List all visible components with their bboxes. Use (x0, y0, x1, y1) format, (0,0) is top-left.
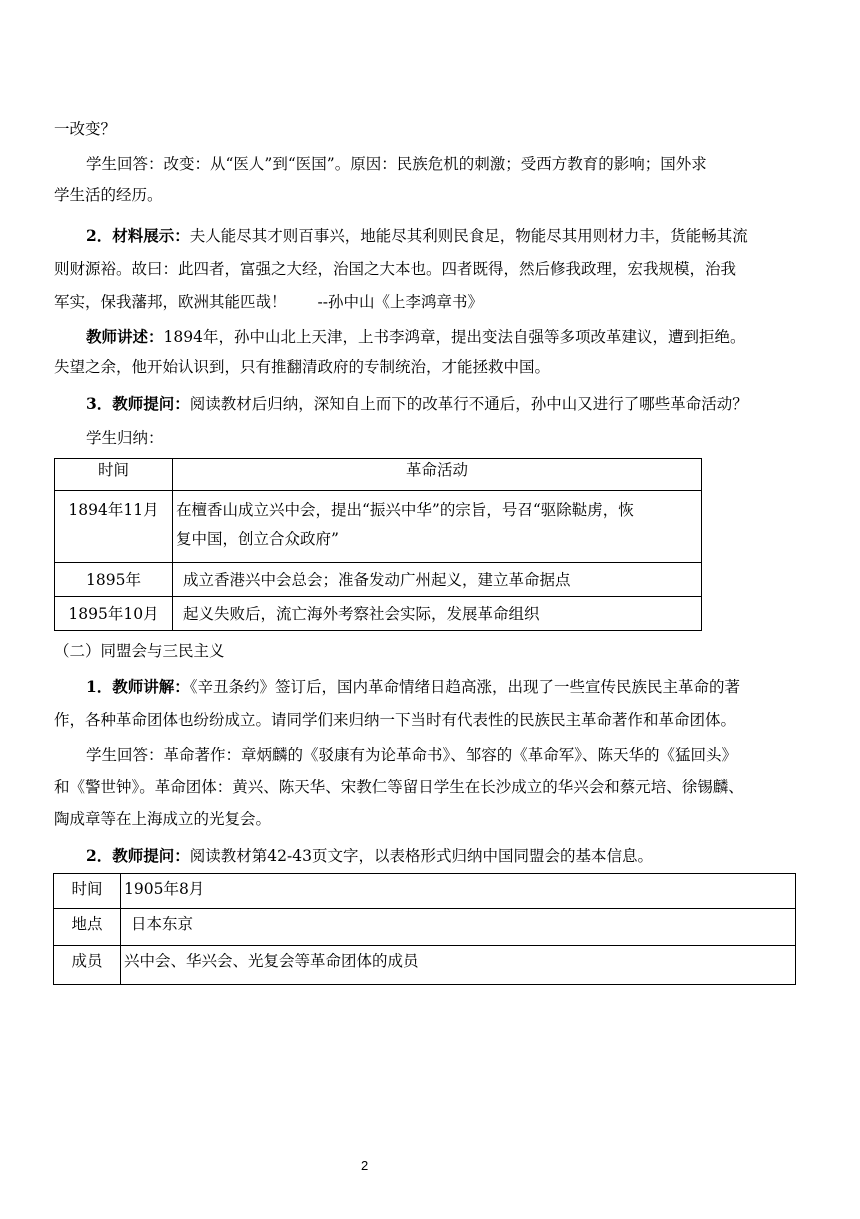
material-display-label: 2．材料展示： (86, 226, 190, 245)
page-number: 2 (361, 1158, 369, 1173)
cell-value: 1905年8月 (121, 874, 796, 909)
material-text: 夫人能尽其才则百事兴，地能尽其利则民食足，物能尽其用则材力丰，货能畅其流 (189, 227, 748, 245)
material-display-paragraph (54, 225, 806, 247)
cell-time: 1895年 (55, 563, 173, 597)
teacher-narration-text: 1894年，孙中山北上天津，上书李鸿章，提出变法自强等多项改革建议，遭到拒绝。 (163, 328, 746, 346)
teacher-lecture-line: 作，各种革命团体也纷纷成立。请同学们来归纳一下当时有代表性的民族民主革命著作和革命团体。 (54, 711, 737, 729)
cell-value: 日本东京 (121, 909, 796, 946)
cell-time: 1895年10月 (55, 597, 173, 631)
student-answer-line: 和《警世钟》。革命团体：黄兴、陈天华、宋教仁等留日学生在长沙成立的华兴会和蔡元培、徐锡麟、 (54, 778, 744, 796)
tongmenghui-info-table (53, 873, 796, 985)
header-cell-activity: 革命活动 (173, 459, 702, 491)
revolution-activities-table (54, 458, 702, 631)
student-answer-line: 学生回答：改变：从“医人”到“医国”。原因：民族危机的刺激；受西方教育的影响；国外求 (86, 155, 707, 173)
cell-activity (173, 491, 702, 563)
teacher-lecture-text: 《辛丑条约》签订后，国内革命情绪日趋高涨，出现了一些宣传民族民主革命的著 (189, 678, 741, 696)
teacher-question-paragraph (54, 393, 806, 415)
table-row (54, 946, 796, 985)
teacher-narration-line: 失望之余，他开始认识到，只有推翻清政府的专制统治，才能拯救中国。 (54, 358, 551, 376)
cell-activity: 成立香港兴中会总会；准备发动广州起义，建立革命据点 (173, 563, 702, 597)
student-answer-line: 学生回答：革命著作：章炳麟的《驳康有为论革命书》、邹容的《革命军》、陈天华的《猛回头》 (86, 746, 738, 764)
teacher-lecture-paragraph (54, 676, 806, 698)
teacher-narration-paragraph (54, 326, 806, 348)
header-cell-time: 时间 (55, 459, 173, 491)
teacher-question-text: 阅读教材第42-43页文字，以表格形式归纳中国同盟会的基本信息。 (189, 847, 653, 865)
student-answer-line: 陶成章等在上海成立的光复会。 (54, 810, 272, 828)
table-row (54, 874, 796, 909)
teacher-question-text: 阅读教材后归纳，深知自上而下的改革行不通后，孙中山又进行了哪些革命活动？ (189, 395, 748, 413)
table-row (55, 563, 702, 597)
table-row (55, 491, 702, 563)
teacher-question-paragraph (54, 845, 806, 867)
student-summary-line: 学生归纳： (86, 429, 164, 447)
material-text-line: 军实，保我藩邦，欧洲其能匹哉！ --孙中山《上李鸿章书》 (54, 293, 483, 311)
cell-label: 时间 (54, 874, 121, 909)
table-row (55, 597, 702, 631)
teacher-narration-label: 教师讲述： (86, 327, 164, 346)
student-answer-line: 学生活的经历。 (54, 186, 163, 204)
teacher-question-label: 3．教师提问： (86, 394, 190, 413)
cell-time: 1894年11月 (55, 491, 173, 563)
cell-activity: 起义失败后，流亡海外考察社会实际，发展革命组织 (173, 597, 702, 631)
cell-label: 地点 (54, 909, 121, 946)
table-row (54, 909, 796, 946)
paragraph-line: 一改变？ (54, 120, 117, 138)
table-header-row (55, 459, 702, 491)
cell-value: 兴中会、华兴会、光复会等革命团体的成员 (121, 946, 796, 985)
cell-label: 成员 (54, 946, 121, 985)
cell-activity-line: 在檀香山成立兴中会，提出“振兴中华”的宗旨，号召“驱除鞑虏，恢 (176, 501, 634, 519)
section-heading: （二）同盟会与三民主义 (54, 642, 225, 660)
material-text-line: 则财源裕。故曰：此四者，富强之大经，治国之大本也。四者既得，然后修我政理，宏我规模，治我 (54, 260, 737, 278)
teacher-question-label: 2．教师提问： (86, 846, 190, 865)
cell-activity-line: 复中国，创立合众政府” (176, 530, 339, 548)
teacher-lecture-label: 1．教师讲解： (86, 677, 190, 696)
